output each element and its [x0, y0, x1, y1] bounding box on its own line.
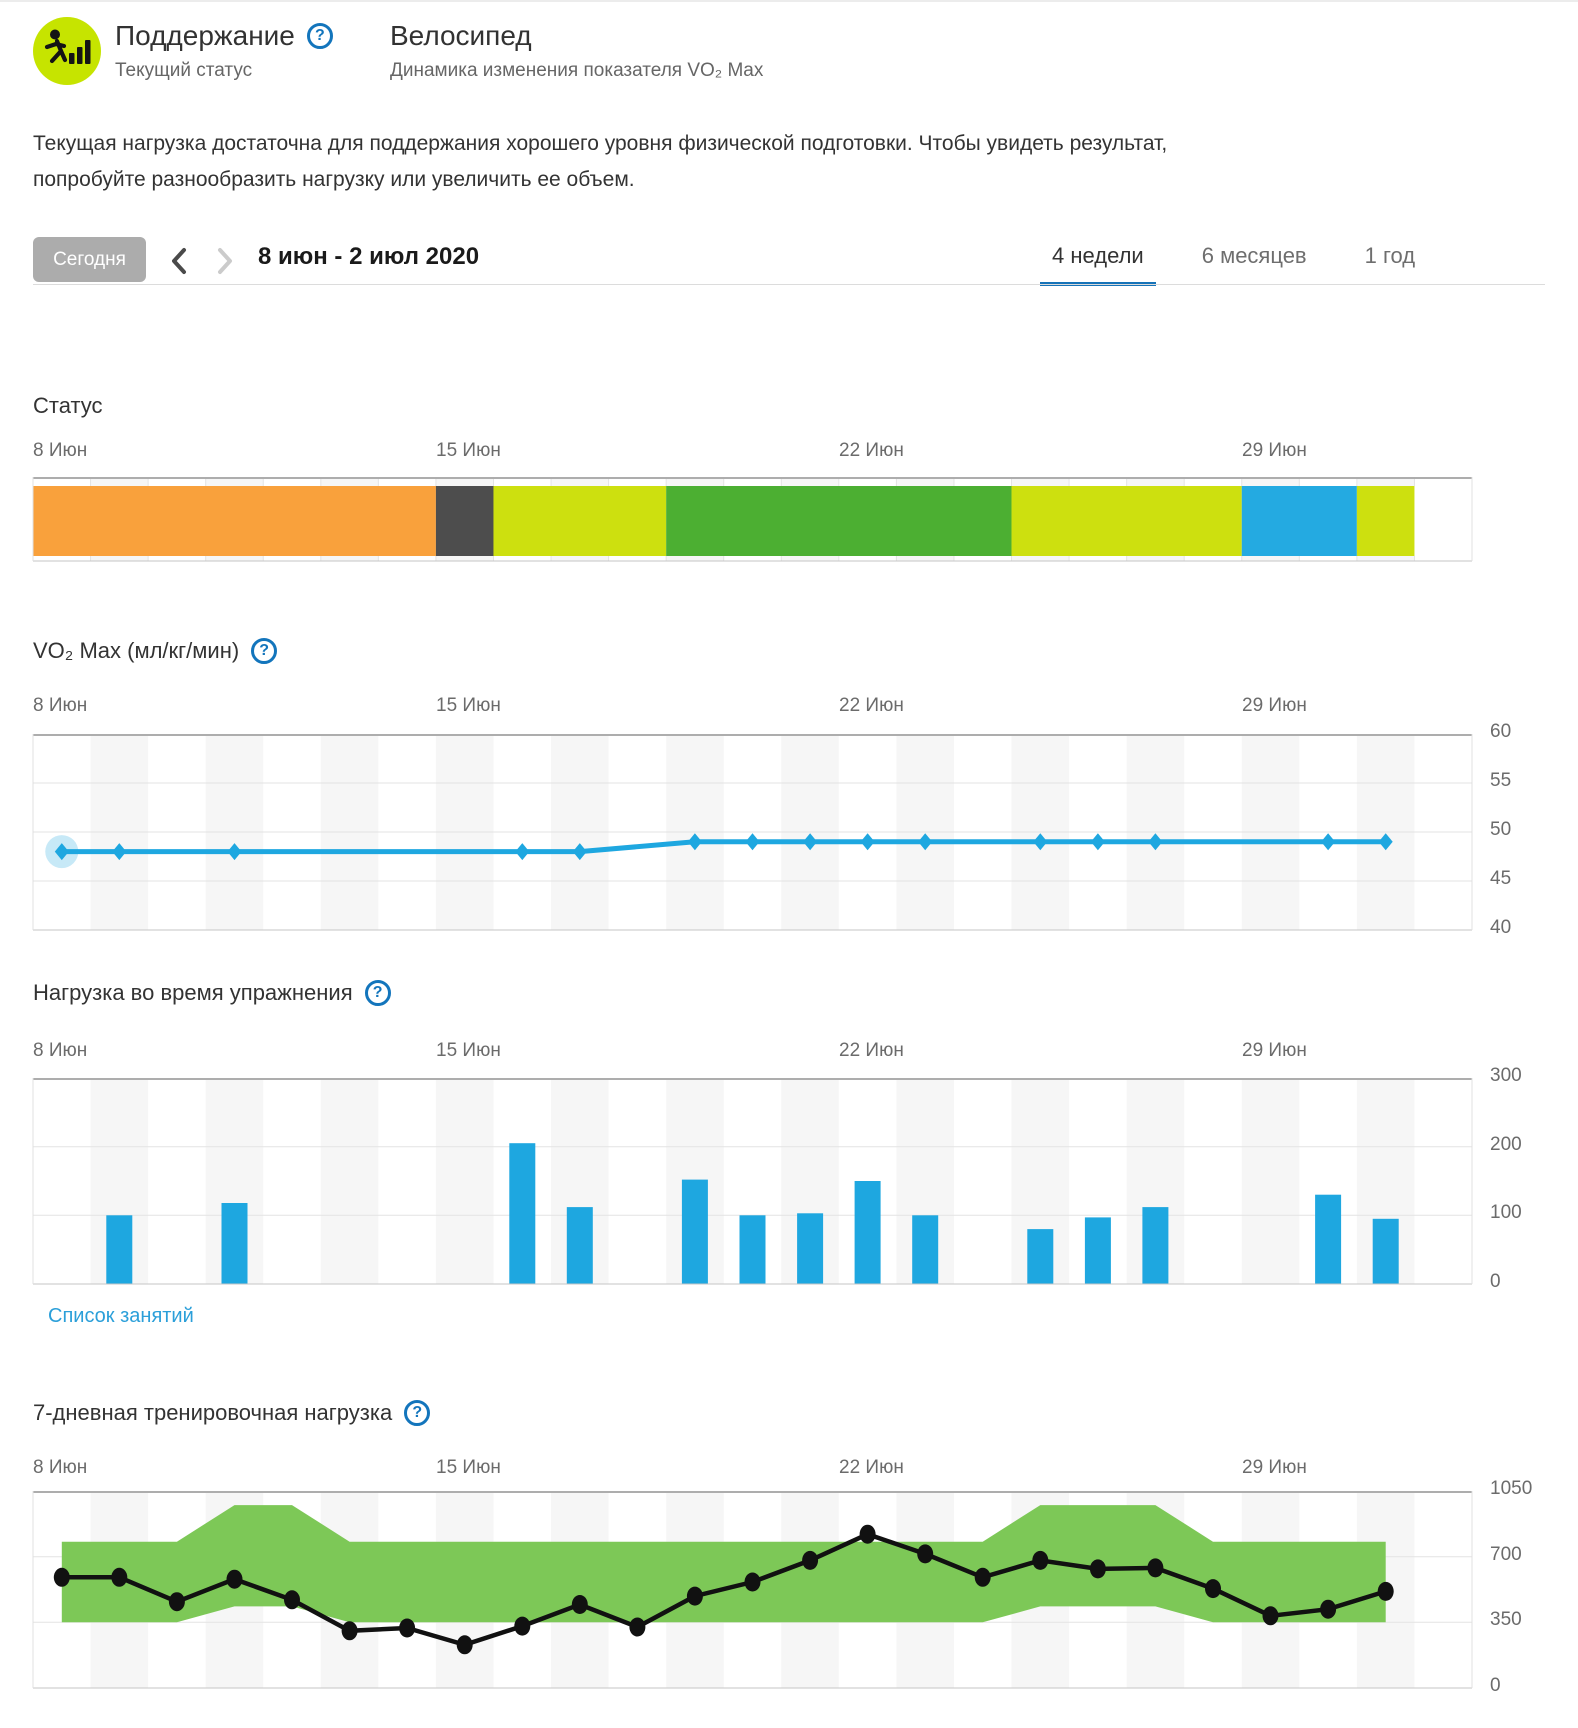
- status-section-heading: [33, 393, 103, 419]
- vo2-section-heading: [33, 638, 277, 664]
- y-axis-label: 50: [1490, 819, 1512, 840]
- x-axis-label: 15 Июн: [436, 440, 501, 461]
- y-axis-label: 40: [1490, 917, 1512, 938]
- vo2max-chart: [32, 733, 1473, 931]
- page-title: Поддержание: [115, 20, 295, 51]
- y-axis-label: 45: [1490, 868, 1512, 889]
- x-axis-label: 22 Июн: [839, 695, 904, 716]
- activity-title: Велосипед: [390, 20, 532, 51]
- date-range-label: 8 июн - 2 июл 2020: [258, 243, 480, 270]
- activity-header-block: [390, 20, 763, 82]
- x-axis-label: 15 Июн: [436, 695, 501, 716]
- vo2-help-icon[interactable]: ?: [251, 638, 277, 664]
- y-axis-label: 1050: [1490, 1478, 1533, 1499]
- chevron-right-icon: [214, 246, 236, 276]
- weekly-help-icon[interactable]: ?: [404, 1400, 430, 1426]
- x-axis-label: 29 Июн: [1242, 440, 1307, 461]
- y-axis-label: 55: [1490, 770, 1512, 791]
- seven-day-load-svg: [32, 1490, 1473, 1689]
- seven-day-load-chart: [32, 1490, 1473, 1689]
- top-divider: [0, 0, 1578, 2]
- x-axis-label: 8 Июн: [33, 1457, 88, 1478]
- period-tabs: [1040, 243, 1427, 286]
- page-subtitle: Текущий статус: [115, 60, 253, 81]
- x-axis-label: 22 Июн: [839, 1040, 904, 1061]
- x-axis-label: 8 Июн: [33, 695, 88, 716]
- x-axis-label: 29 Июн: [1242, 695, 1307, 716]
- weekly-heading-label: 7-дневная тренировочная нагрузка: [33, 1400, 393, 1425]
- controls-divider: [33, 284, 1545, 285]
- today-button[interactable]: Сегодня: [33, 237, 146, 282]
- prev-period-button[interactable]: [168, 246, 190, 276]
- x-axis-label: 22 Июн: [839, 1457, 904, 1478]
- y-axis-label: 300: [1490, 1065, 1522, 1086]
- y-axis-label: 200: [1490, 1134, 1522, 1155]
- x-axis-label: 15 Июн: [436, 1040, 501, 1061]
- status-timeline-chart: [32, 476, 1473, 562]
- x-axis-label: 8 Июн: [33, 440, 88, 461]
- x-axis-label: 29 Июн: [1242, 1040, 1307, 1061]
- status-help-icon[interactable]: ?: [307, 23, 333, 49]
- x-axis-label: 22 Июн: [839, 440, 904, 461]
- tab-1-year[interactable]: 1 год: [1364, 243, 1416, 268]
- load-help-icon[interactable]: ?: [365, 980, 391, 1006]
- y-axis-label: 700: [1490, 1544, 1522, 1565]
- weekly-load-section-heading: [33, 1400, 430, 1426]
- x-axis-label: 8 Июн: [33, 1040, 88, 1061]
- y-axis-label: 60: [1490, 721, 1512, 742]
- vo2max-svg: [32, 733, 1473, 931]
- load-heading-label: Нагрузка во время упражнения: [33, 980, 353, 1005]
- status-description: Текущая нагрузка достаточна для поддержания хорошего уровня физической подготовки. Чтобы увидеть результат, попробуйте разнообразить нагрузку или увеличить ее объем.: [33, 132, 1168, 191]
- load-section-heading: [33, 980, 391, 1006]
- status-header-block: [115, 20, 333, 82]
- y-axis-label: 0: [1490, 1675, 1501, 1696]
- status-svg: [32, 476, 1473, 562]
- exercise-load-chart: [32, 1077, 1473, 1285]
- x-axis-label: 15 Июн: [436, 1457, 501, 1478]
- y-axis-label: 100: [1490, 1202, 1522, 1223]
- y-axis-label: 350: [1490, 1609, 1522, 1630]
- runner-bars-icon: [33, 17, 101, 85]
- x-axis-label: 29 Июн: [1242, 1457, 1307, 1478]
- vo2-heading-label: VO₂ Max (мл/кг/мин): [33, 638, 240, 663]
- training-status-icon: [33, 17, 101, 85]
- tab-6-months[interactable]: 6 месяцев: [1201, 243, 1307, 268]
- activities-link[interactable]: Список занятий: [48, 1305, 194, 1327]
- y-axis-label: 0: [1490, 1271, 1501, 1292]
- exercise-load-svg: [32, 1077, 1473, 1285]
- tab-4-weeks[interactable]: 4 недели: [1040, 243, 1156, 286]
- activity-subtitle: Динамика изменения показателя VO₂ Max: [390, 60, 764, 81]
- chevron-left-icon: [168, 246, 190, 276]
- next-period-button[interactable]: [214, 246, 236, 276]
- status-heading-label: Статус: [33, 393, 103, 418]
